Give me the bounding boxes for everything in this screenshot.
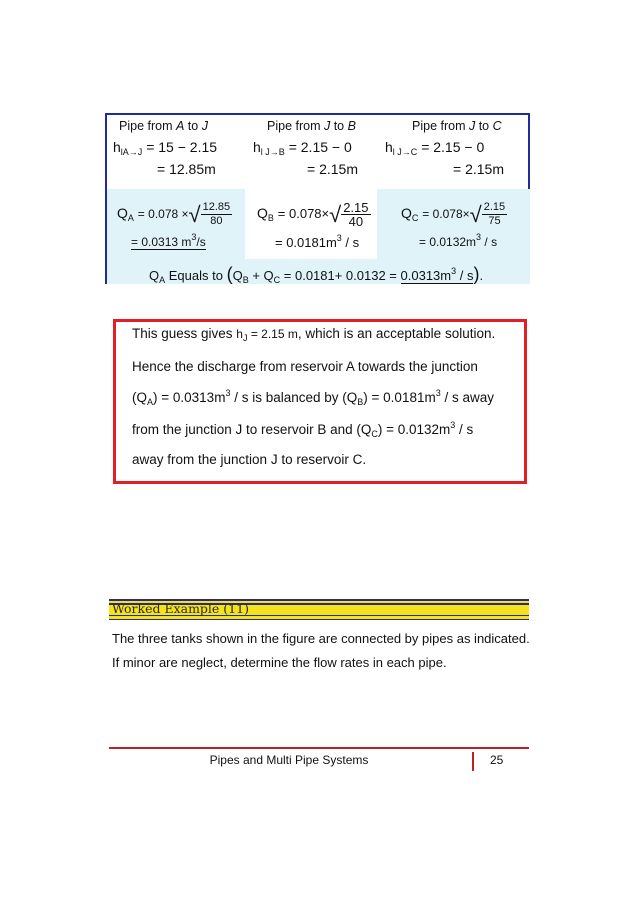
page-number: 25 — [490, 753, 504, 767]
head-loss-a-to-j: $h_{lA\to J} = 15 - 2.15$ — [113, 139, 218, 157]
flow-a-result: = 0.0313 $m^3/s$ — [131, 232, 206, 249]
worked-example-bar — [109, 599, 529, 620]
footer-rule — [109, 747, 529, 749]
worked-example-title: Worked Example (11) — [112, 601, 249, 616]
solution-box — [113, 319, 527, 484]
summary-equation: $Q_A$ Equals to $(Q_B + Q_C = 0.0181+ 0.0132 = 0.0313m^3 / s)$. — [149, 264, 484, 285]
calculation-table — [105, 113, 530, 284]
solution-line-5: away from the junction J to reservoir C. — [132, 452, 367, 467]
flow-b-result: = $0.0181m^3$ / s — [275, 233, 360, 250]
solution-line-3: $(Q_A) = 0.0313m^3 / s$ is balanced by $(Q_B) = 0.0181m^3 / s$ away — [132, 388, 495, 407]
flow-b-formula: $Q_B = 0.078\times√$ $\frac{2.15}{40}$ — [257, 200, 369, 229]
flow-a-formula: $Q_A = 0.078$ ×√ $\frac{12.85}{80}$ — [117, 201, 231, 227]
head-loss-j-to-c: $h_{l J\to C} = 2.15 - 0$ — [385, 139, 485, 157]
solution-line-2: Hence the discharge from reservoir A towards the junction — [132, 359, 478, 374]
solution-line-1: This guess gives $h_J = 2.15$ m, which is an acceptable solution. — [132, 326, 496, 343]
problem-paragraph-line-1: The three tanks shown in the figure are connected by pipes as indicated. — [112, 631, 530, 646]
footer-title: Pipes and Multi Pipe Systems — [209, 753, 369, 767]
head-loss-j-to-c-result: = 2.15m — [453, 161, 504, 177]
head-loss-j-to-b: $h_{l J\to B} = 2.15 - 0$ — [253, 139, 352, 157]
head-loss-a-to-j-result: = 12.85m — [157, 161, 216, 177]
footer-separator — [472, 752, 474, 771]
bar-bottom-rule-2 — [109, 619, 529, 621]
solution-line-4: from the junction J to reservoir B and $(Q_C) = 0.0132m^3 / s$ — [132, 420, 474, 439]
column-header-a-to-j: Pipe from A to J — [119, 119, 208, 133]
head-loss-j-to-b-result: = 2.15m — [307, 161, 358, 177]
column-header-j-to-b: Pipe from J to B — [267, 119, 356, 133]
flow-c-formula: $Q_C = 0.078\times√$ $\frac{2.15}{75}$ — [401, 201, 506, 227]
problem-paragraph-line-2: If minor are neglect, determine the flow rates in each pipe. — [112, 655, 447, 670]
column-header-j-to-c: Pipe from J to C — [412, 119, 502, 133]
flow-c-result: = $0.0132m^3$ / s — [419, 232, 498, 249]
